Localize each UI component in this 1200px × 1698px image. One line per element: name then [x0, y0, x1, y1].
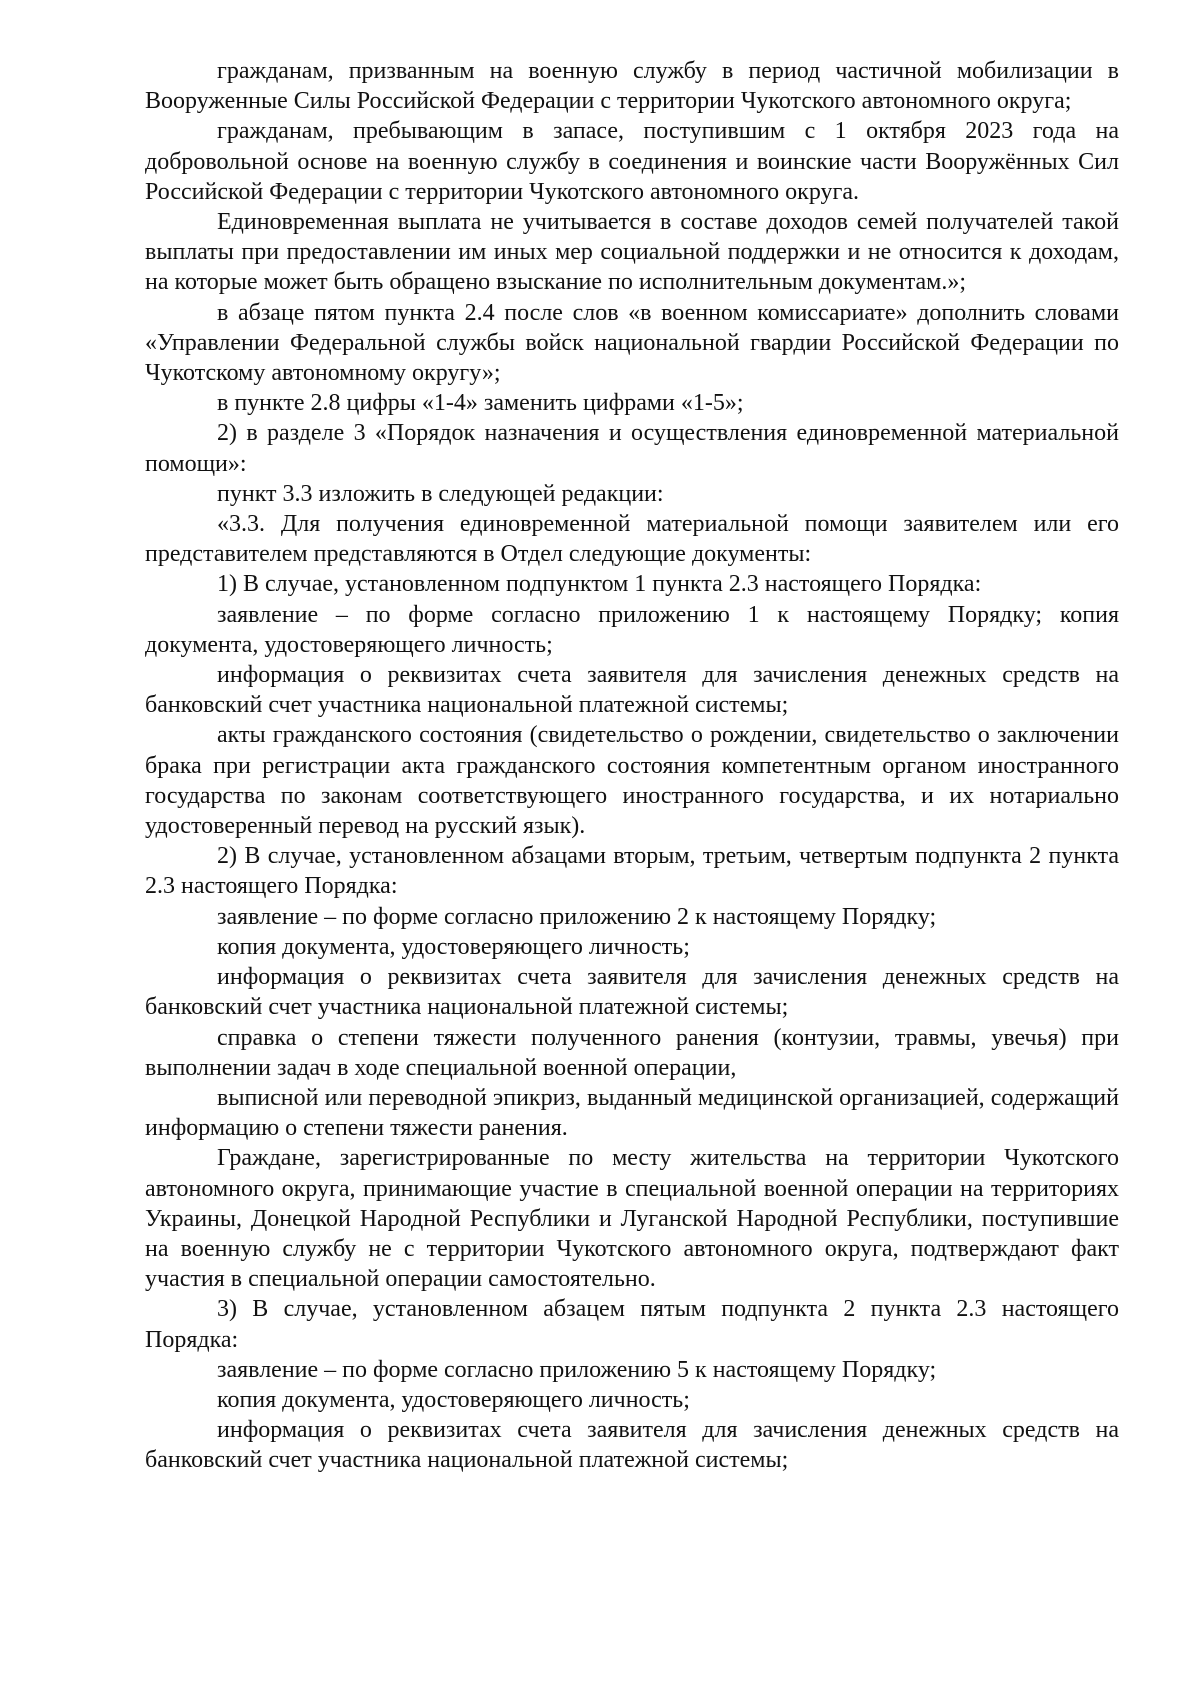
paragraph-12: акты гражданского состояния (свидетельство о рождении, свидетельство о заключении брака при регистрации акта гражданского состояния компетентным органом иностранного государства по законам соответствующего иностранного государства, и их нотариально удостоверенный перевод на русский язык). — [145, 722, 1119, 840]
paragraph-3: Единовременная выплата не учитывается в составе доходов семей получателей такой выплаты при предоставлении им иных мер социальной поддержки и не относится к доходам, на которые может быть обращено взыскание по исполнительным документам.»; — [145, 209, 1119, 296]
paragraph-20: 3) В случае, установленном абзацем пятым подпункта 2 пункта 2.3 настоящего Порядка: — [145, 1296, 1119, 1353]
paragraph-2: гражданам, пребывающим в запасе, поступившим с 1 октября 2023 года на добровольной основе на военную службу в соединения и воинские части Вооружённых Сил Российской Федерации с территории Чукотского автономного округа. — [145, 118, 1119, 205]
paragraph-17: справка о степени тяжести полученного ранения (контузии, травмы, увечья) при выполнении задач в ходе специальной военной операции, — [145, 1024, 1119, 1081]
paragraph-16: информация о реквизитах счета заявителя для зачисления денежных средств на банковский счет участника национальной платежной системы; — [145, 964, 1119, 1021]
paragraph-10: заявление – по форме согласно приложению 1 к настоящему Порядку; копия документа, удостоверяющего личность; — [145, 601, 1119, 658]
paragraph-11: информация о реквизитах счета заявителя для зачисления денежных средств на банковский счет участника национальной платежной системы; — [145, 662, 1119, 719]
paragraph-8: «3.3. Для получения единовременной материальной помощи заявителем или его представителем представляются в Отдел следующие документы: — [145, 511, 1119, 568]
paragraph-22: копия документа, удостоверяющего личность; — [217, 1386, 690, 1413]
paragraph-5: в пункте 2.8 цифры «1-4» заменить цифрами «1-5»; — [217, 390, 744, 417]
paragraph-14: заявление – по форме согласно приложению 2 к настоящему Порядку; — [217, 903, 937, 930]
paragraph-23: информация о реквизитах счета заявителя для зачисления денежных средств на банковский счет участника национальной платежной системы; — [145, 1417, 1119, 1474]
paragraph-6: 2) в разделе 3 «Порядок назначения и осуществления единовременной материальной помощи»: — [145, 420, 1119, 477]
paragraph-9: 1) В случае, установленном подпунктом 1 пункта 2.3 настоящего Порядка: — [217, 571, 982, 598]
paragraph-21: заявление – по форме согласно приложению 5 к настоящему Порядку; — [217, 1356, 937, 1383]
paragraph-15: копия документа, удостоверяющего личность; — [217, 933, 690, 960]
paragraph-13: 2) В случае, установленном абзацами вторым, третьим, четвертым подпункта 2 пункта 2.3 настоящего Порядка: — [145, 843, 1119, 900]
paragraph-1: гражданам, призванным на военную службу в период частичной мобилизации в Вооруженные Силы Российской Федерации с территории Чукотского автономного округа; — [145, 58, 1119, 115]
document-body — [145, 56, 1119, 1476]
paragraph-7: пункт 3.3 изложить в следующей редакции: — [217, 480, 664, 507]
paragraph-4: в абзаце пятом пункта 2.4 после слов «в военном комиссариате» дополнить словами «Управлении Федеральной службы войск национальной гвардии Российской Федерации по Чукотскому автономному округу»; — [145, 299, 1119, 387]
paragraph-18: выписной или переводной эпикриз, выданный медицинской организацией, содержащий информацию о степени тяжести ранения. — [145, 1084, 1119, 1142]
paragraph-19: Граждане, зарегистрированные по месту жительства на территории Чукотского автономного округа, принимающие участие в специальной военной операции на территориях Украины, Донецкой Народной Республики и Луганской Народной Республики, поступившие на военную службу не с территории Чукотского автономного округа, подтверждают факт участия в специальной операции самостоятельно. — [145, 1145, 1119, 1293]
